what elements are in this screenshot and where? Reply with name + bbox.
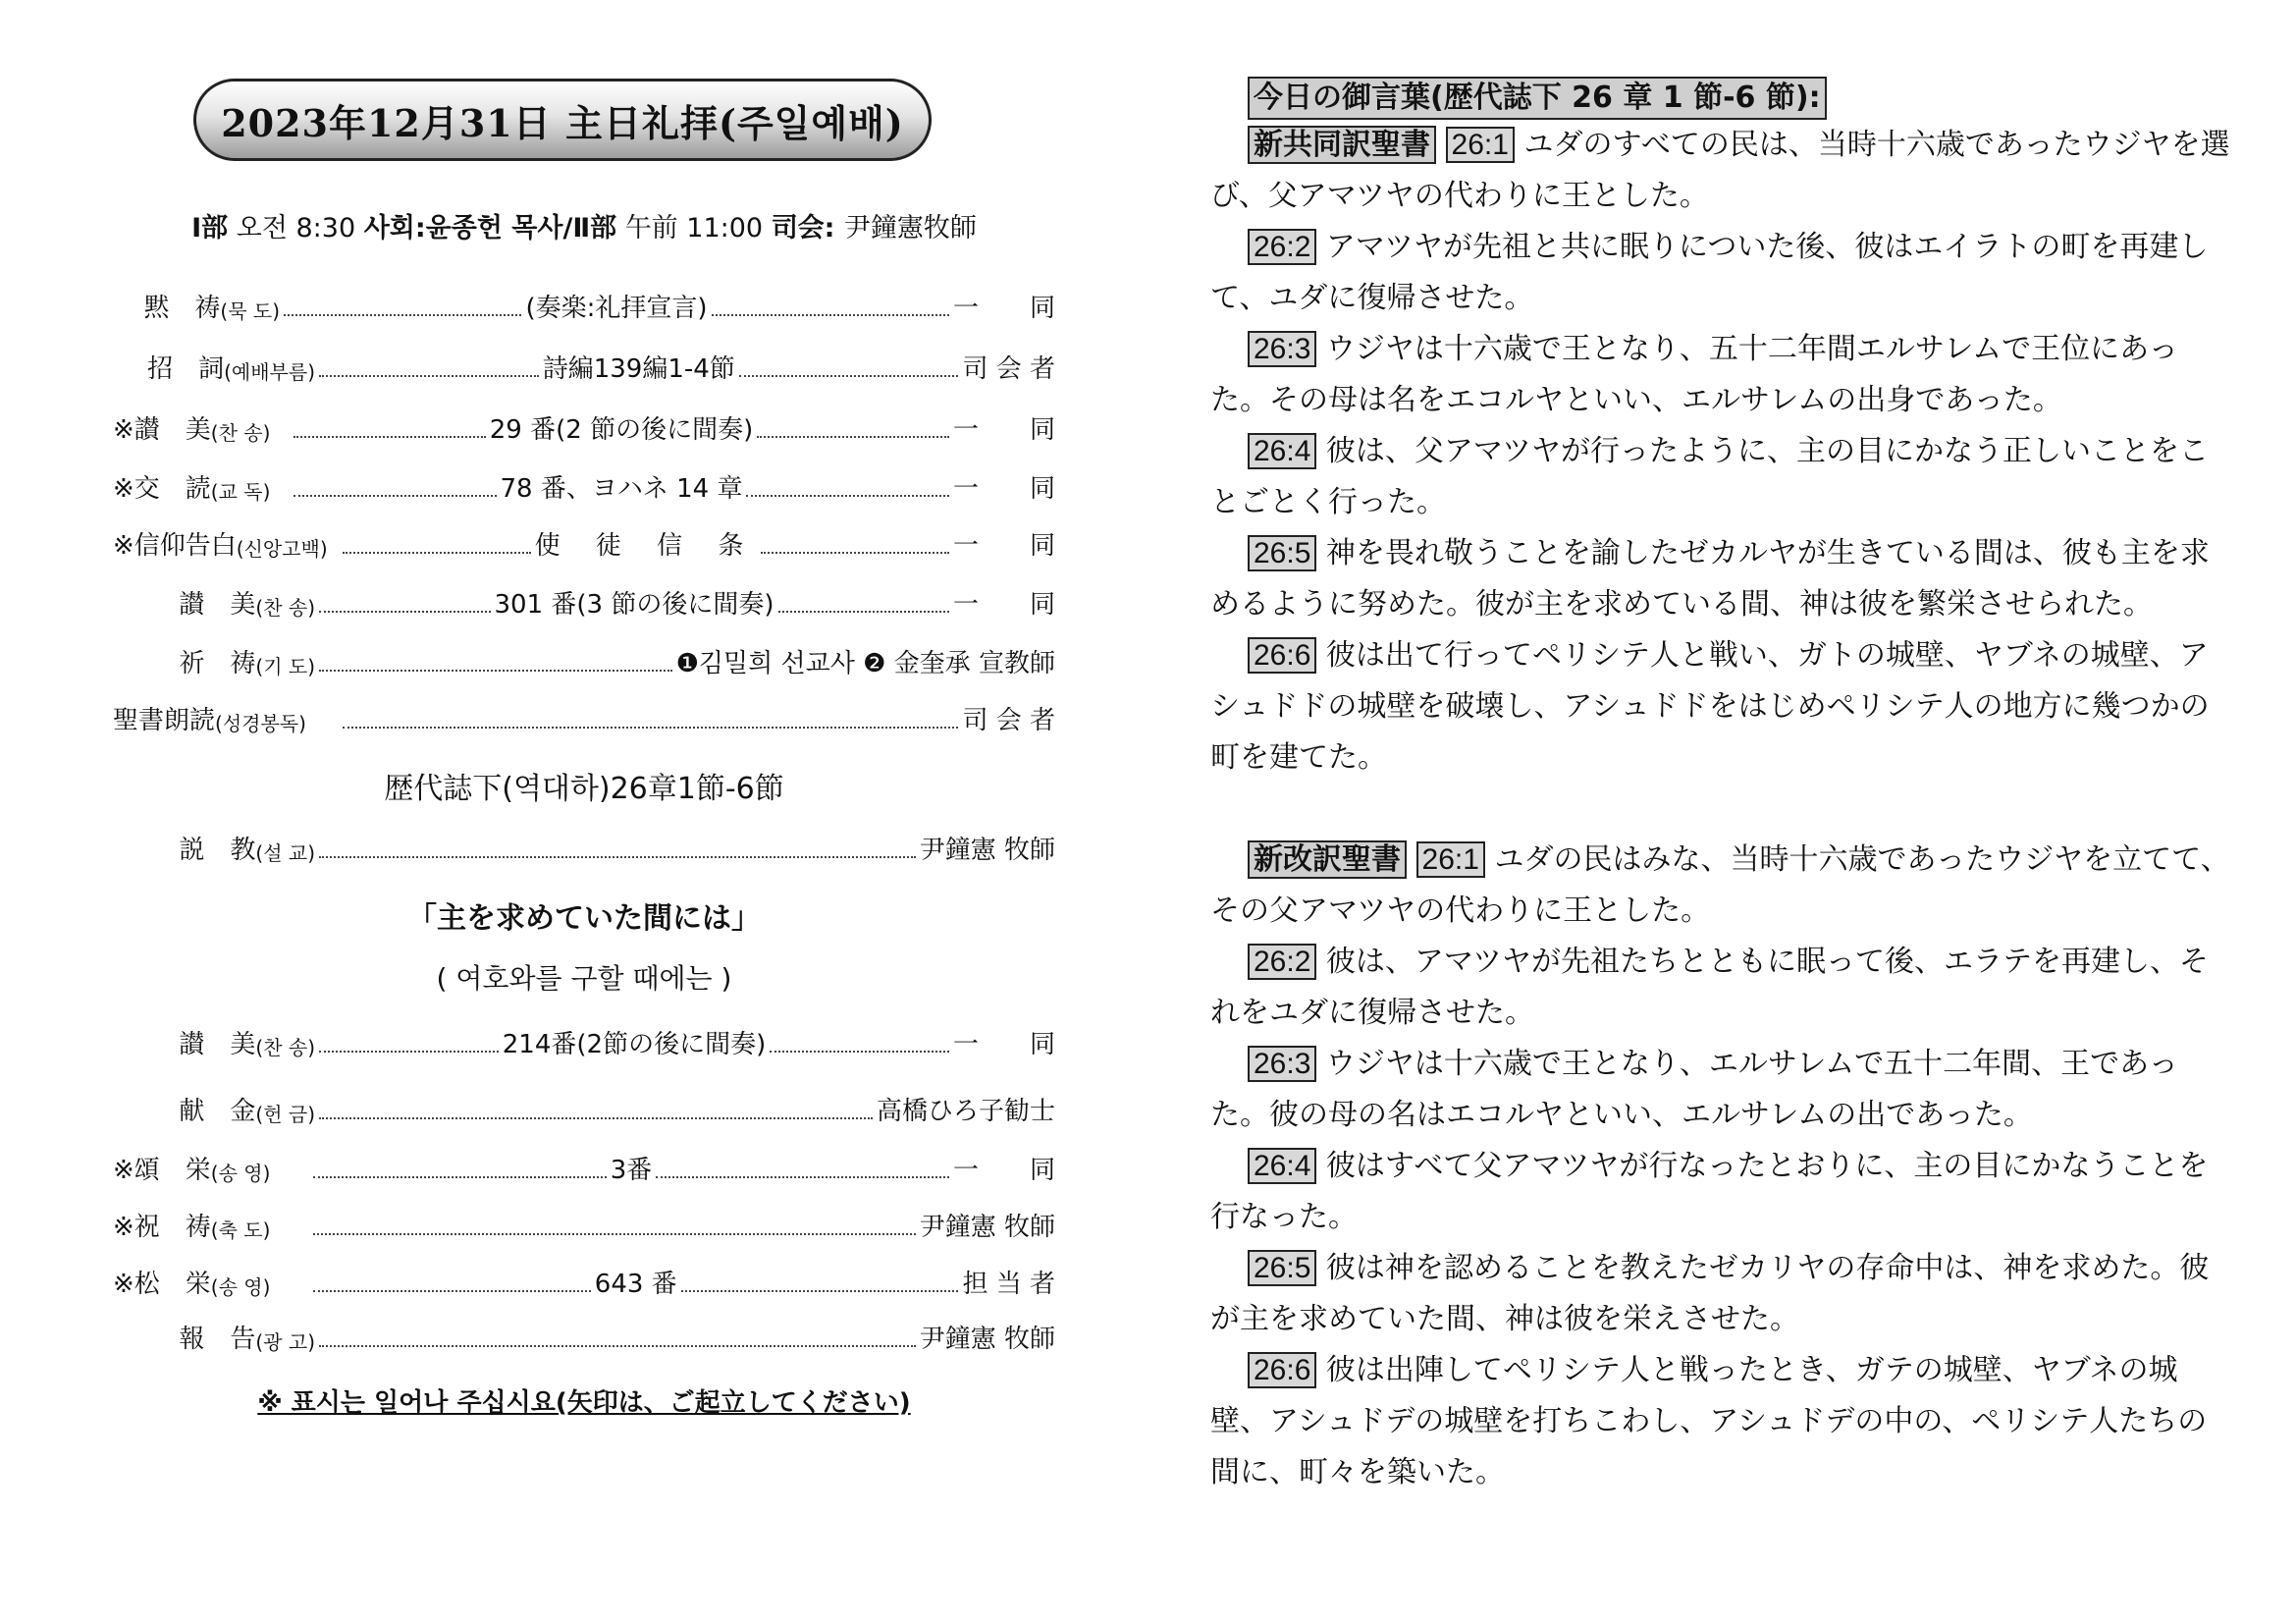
order-row-call-to-worship [113,346,1055,385]
part1-time: 오전 8:30 [228,213,364,244]
leader-dots [343,727,958,729]
leader-dots [712,314,949,316]
leader-dots [294,495,497,497]
verse-text: 彼は出て行ってペリシテ人と戦い、ガトの城壁、ヤブネの城壁、アシュドドの城壁を破壊し、アシュドドをはじめペリシテ人の地方に幾つかの町を建てた。 [1210,638,2210,775]
order-label: ※松 栄 (송 영) [113,1270,271,1299]
leader-dots [746,495,949,497]
part1-host: 사회:윤종헌 목사/Ⅱ部 [363,213,617,244]
part2-pastor: 尹鐘憲牧師 [843,213,977,244]
order-detail: 78 番、ヨハネ 14 章 [500,474,743,504]
order-detail: 29 番(2 節の後に間奏) [489,415,754,445]
section-gap [1210,784,2231,835]
version-tag: 新共同訳聖書 [1248,126,1436,164]
verse-number: 26:6 [1248,1352,1316,1388]
verse-number: 26:3 [1248,331,1316,367]
verse-paragraph [1210,1141,2231,1243]
order-responsible: 一 同 [953,294,1056,323]
verse-text: 彼は神を認めることを教えたゼカリヤの存命中は、神を求めた。彼が主を求めていた間、神は彼を栄えさせた。 [1210,1251,2210,1336]
order-responsible: 尹鐘憲 牧師 [919,1213,1055,1242]
order-row-prayer [113,640,1055,679]
verse-number: 26:1 [1416,841,1485,878]
order-detail: 643 番 [594,1270,677,1299]
order-detail: (奏楽:礼拝宣言) [525,294,708,323]
order-detail: 301 番(3 節の後に間奏) [494,590,774,620]
verse-text: 彼は出陣してペリシテ人と戦ったとき、ガテの城壁、ヤブネの城壁、アシュドデの城壁を打ちこわし、アシュドデの中の、ペリシテ人たちの間に、町々を築いた。 [1210,1353,2208,1489]
order-row-silent-prayer [113,285,1055,324]
order-label: ※頌 栄 (송 영) [113,1156,271,1185]
order-responsible: 司 会 者 [962,354,1055,384]
verse-text: 彼は、父アマツヤが行ったように、主の目にかなう正しいことをことごとく行った。 [1210,434,2210,519]
verse-paragraph [1210,120,2231,222]
leader-dots [284,314,521,316]
verse-number: 26:5 [1248,1250,1316,1286]
order-row-doxology [113,1147,1055,1186]
order-responsible: 司 会 者 [962,706,1055,735]
service-info [93,206,1075,244]
order-detail: 使 徒 信 条 [534,531,758,561]
order-row-benediction [113,1204,1055,1243]
verse-number: 26:4 [1248,433,1316,469]
order-label: 説 教 (설 교) [179,836,315,865]
verse-paragraph [1210,630,2231,784]
order-responsible: ❶김밀희 선교사 ❷ 金奎承 宣教師 [675,649,1055,678]
verse-number: 26:5 [1248,535,1316,571]
order-label: 黙 祷 (묵 도) [143,294,280,323]
order-label: 報 告 (광 고) [179,1325,315,1354]
verse-paragraph [1210,324,2231,426]
order-detail: 214番(2節の後に間奏) [502,1030,767,1059]
order-responsible: 一 同 [953,1030,1056,1059]
order-responsible: 尹鐘憲 牧師 [919,836,1055,865]
order-row-announcements [113,1316,1055,1355]
verse-text: ユダの民はみな、当時十六歳であったウジヤを立てて、その父アマツヤの代わりに王とした。 [1210,842,2230,928]
order-label: ※讃 美 (찬 송) [113,415,271,445]
verse-paragraph [1210,937,2231,1039]
order-label: 献 金 (헌 금) [179,1097,315,1126]
bulletin-title-banner [193,79,932,161]
leader-dots [319,670,672,672]
order-row-hymn-2 [113,581,1055,621]
order-responsible: 一 同 [953,474,1056,504]
verse-number: 26:4 [1248,1148,1316,1184]
verse-text: ウジヤは十六歳で王となり、五十二年間エルサレムで王位にあった。その母は名をエコルヤといい、エルサレムの出身であった。 [1210,332,2178,417]
leader-dots [319,611,491,613]
verse-number: 26:6 [1248,637,1316,674]
leader-dots [319,375,539,377]
order-row-creed [113,522,1055,562]
verse-paragraph [1210,528,2231,630]
verse-paragraph [1210,1345,2231,1498]
verse-text: 彼は、アマツヤが先祖たちとともに眠って後、エラテを再建し、それをユダに復帰させた。 [1210,945,2210,1030]
leader-dots [770,1051,949,1053]
verse-paragraph [1210,222,2231,324]
order-row-hymn-1 [113,406,1055,446]
verse-paragraph [1210,1243,2231,1345]
order-label: 祈 祷 (기 도) [179,649,315,678]
order-label: ※祝 祷 (축 도) [113,1213,271,1242]
order-detail: 詩編139編1-4節 [542,354,735,384]
order-responsible: 一 同 [952,1156,1055,1185]
verse-paragraph [1210,1039,2231,1141]
part2-host-label: 司会: [771,213,844,244]
leader-dots [656,1176,949,1178]
order-row-closing-hymn [113,1261,1055,1300]
verse-text: アマツヤが先祖と共に眠りについた後、彼はエイラトの町を再建して、ユダに復帰させた。 [1210,230,2209,315]
order-responsible: 担 当 者 [962,1270,1055,1299]
order-responsible: 一 同 [952,531,1055,561]
verse-text: 彼はすべて父アマツヤが行なったとおりに、主の目にかなうことを行なった。 [1210,1149,2209,1234]
verse-number: 26:2 [1248,229,1316,265]
verse-number: 26:1 [1446,127,1515,163]
order-row-responsive-reading [113,465,1055,505]
order-responsible: 一 同 [953,590,1056,620]
leader-dots [739,375,959,377]
leader-dots [313,1233,916,1235]
bulletin-title: 2023年12月31日 主日礼拝(주일예배) [221,100,904,145]
leader-dots [319,1051,499,1053]
order-responsible: 尹鐘憲 牧師 [919,1325,1055,1354]
sermon-title-korean: ( 여호와를 구할 때에는 ) [436,962,732,995]
order-row-sermon [113,827,1055,866]
leader-dots [313,1176,607,1178]
order-label: 讃 美 (찬 송) [179,1030,315,1059]
leader-dots [343,552,531,554]
part1-label: Ⅰ部 [191,213,229,244]
verse-paragraph [1210,835,2231,937]
order-detail: 3番 [610,1156,653,1185]
verse-text: ウジヤは十六歳で王となり、エルサレムで五十二年間、王であった。彼の母の名はエコルヤといい、エルサレムの出であった。 [1210,1047,2178,1132]
leader-dots [294,436,486,438]
version-tag: 新改訳聖書 [1248,840,1407,879]
order-label: ※信仰告白 (신앙고백) [113,531,328,561]
scripture-reference: 歴代誌下(역대하)26章1節-6節 [384,772,784,806]
worship-order-panel [93,0,1075,1624]
leader-dots [761,552,949,554]
leader-dots [757,436,949,438]
order-label: 招 詞 (예배부름) [147,354,315,384]
order-label: ※交 読 (교 독) [113,474,271,504]
leader-dots [681,1290,959,1292]
scripture-heading: 今日の御言葉(歴代誌下 26 章 1 節-6 節): [1248,77,1827,120]
order-responsible: 高橋ひろ子勧士 [876,1097,1055,1126]
order-row-scripture-reading [113,697,1055,736]
leader-dots [319,856,916,858]
leader-dots [778,611,950,613]
leader-dots [319,1345,916,1347]
verse-text: ユダのすべての民は、当時十六歳であったウジヤを選び、父アマツヤの代わりに王とした。 [1210,128,2230,213]
order-label: 聖書朗読 (성경봉독) [113,706,306,735]
order-responsible: 一 同 [952,415,1055,445]
order-row-offering [113,1088,1055,1127]
leader-dots [313,1290,591,1292]
sermon-title: 「主を求めていた間には」 [407,901,761,936]
verse-text: 神を畏れ敬うことを諭したゼカルヤが生きている間は、彼も主を求めるように努めた。彼が主を求めている間、神は彼を繁栄させられた。 [1210,536,2210,622]
part2-time: 午前 11:00 [616,213,772,244]
leader-dots [319,1117,873,1119]
verse-number: 26:2 [1248,944,1316,980]
order-row-hymn-3 [113,1021,1055,1060]
verse-paragraph [1210,426,2231,528]
order-label: 讃 美 (찬 송) [179,590,315,620]
stand-up-note: ※ 표시는 일어나 주십시요(矢印は、ご起立してください) [257,1388,911,1418]
verse-number: 26:3 [1248,1046,1316,1082]
scripture-panel [1210,77,2231,1498]
